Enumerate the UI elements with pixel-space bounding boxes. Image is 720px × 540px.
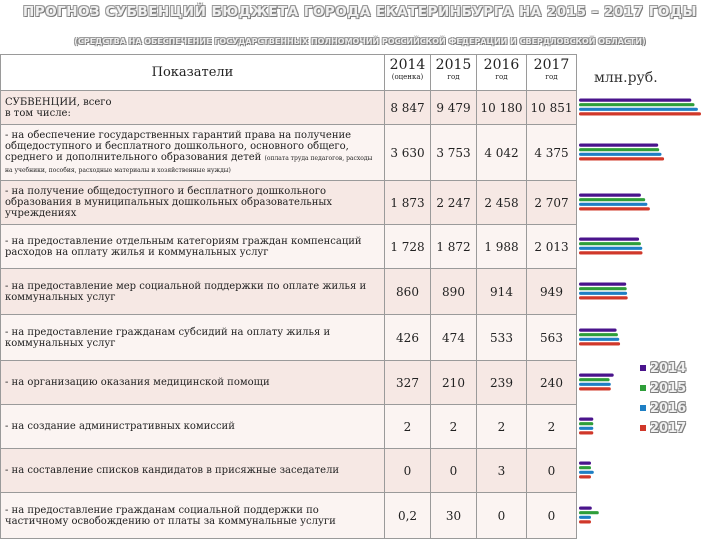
legend-marker <box>640 425 646 431</box>
value-cell: 860 <box>385 269 431 315</box>
value-cell: 1 872 <box>431 225 477 269</box>
value-cell: 0 <box>477 493 527 539</box>
table-row <box>1 493 577 539</box>
value-cell: 474 <box>431 315 477 361</box>
bar-2015-row-1 <box>579 148 659 151</box>
bar-2014-row-7 <box>579 418 593 421</box>
value-cell: 2 <box>385 405 431 449</box>
value-cell: 0 <box>385 449 431 493</box>
bar-2017-row-1 <box>579 157 664 160</box>
bar-chart <box>578 54 708 540</box>
value-cell: 240 <box>527 361 577 405</box>
bar-2017-row-7 <box>579 431 593 434</box>
legend-label: 2014 <box>650 360 687 376</box>
value-cell: 10 851 <box>527 91 577 125</box>
value-cell: 0 <box>527 493 577 539</box>
bar-2016-row-3 <box>579 247 642 250</box>
bar-2015-row-9 <box>579 511 599 514</box>
value-cell: 327 <box>385 361 431 405</box>
legend-item-2016 <box>640 398 686 418</box>
bar-2016-row-0 <box>579 108 698 111</box>
table-row <box>1 181 577 225</box>
value-cell: 426 <box>385 315 431 361</box>
value-cell: 9 479 <box>431 91 477 125</box>
bar-2016-row-2 <box>579 203 647 206</box>
row-note: (оплата труда педагогов, расходы на учебники, пособия, расходные материалы и хозяйственные нужды) <box>5 154 373 174</box>
bar-2015-row-4 <box>579 287 627 290</box>
year-label: 2014 <box>389 57 426 73</box>
value-cell: 2 <box>477 405 527 449</box>
bar-2014-row-2 <box>579 194 641 197</box>
value-cell: 4 375 <box>527 125 577 181</box>
bar-2016-row-4 <box>579 292 627 295</box>
value-cell: 2 <box>431 405 477 449</box>
bar-2014-row-8 <box>579 462 591 465</box>
bar-2014-row-3 <box>579 238 639 241</box>
header-year-2017 <box>527 55 577 91</box>
value-cell: 2 <box>527 405 577 449</box>
legend-item-2015 <box>640 378 686 398</box>
year-sublabel: год <box>495 73 508 81</box>
row-label: - на предоставление отдельным категориям граждан компенсаций расходов на оплату жилья и коммунальных услуг <box>1 225 385 269</box>
bar-2017-row-2 <box>579 207 650 210</box>
bar-2015-row-8 <box>579 466 591 469</box>
year-sublabel: (оценка) <box>391 73 424 81</box>
bar-2017-row-5 <box>579 342 620 345</box>
legend-label: 2015 <box>650 380 687 396</box>
value-cell: 563 <box>527 315 577 361</box>
bar-2017-row-9 <box>579 520 591 523</box>
bar-2016-row-9 <box>579 516 591 519</box>
value-cell: 3 <box>477 449 527 493</box>
page-subtitle: (СРЕДСТВА НА ОБЕСПЕЧЕНИЕ ГОСУДАРСТВЕННЫХ ПОЛНОМОЧИЙ РОССИЙСКОЙ ФЕДЕРАЦИИ И СВЕРДЛОВСКОЙ ОБЛАСТИ) <box>74 37 646 46</box>
bar-2015-row-3 <box>579 242 641 245</box>
bar-2014-row-6 <box>579 374 614 377</box>
value-cell: 1 988 <box>477 225 527 269</box>
row-label-subtext: в том числе: <box>5 107 71 119</box>
legend <box>640 358 686 438</box>
legend-marker <box>640 385 646 391</box>
value-cell: 3 753 <box>431 125 477 181</box>
table-row <box>1 405 577 449</box>
value-cell: 949 <box>527 269 577 315</box>
value-cell: 914 <box>477 269 527 315</box>
bar-2016-row-5 <box>579 338 619 341</box>
value-cell: 4 042 <box>477 125 527 181</box>
bar-2015-row-6 <box>579 378 610 381</box>
units-label: млн.руб. <box>594 70 658 86</box>
year-label: 2017 <box>533 57 570 73</box>
table-header-row <box>1 55 577 91</box>
value-cell: 10 180 <box>477 91 527 125</box>
value-cell: 1 728 <box>385 225 431 269</box>
value-cell: 890 <box>431 269 477 315</box>
value-cell: 2 458 <box>477 181 527 225</box>
value-cell: 8 847 <box>385 91 431 125</box>
row-label <box>1 125 385 181</box>
header-year-2016 <box>477 55 527 91</box>
value-cell: 2 247 <box>431 181 477 225</box>
row-label: - на получение общедоступного и бесплатного дошкольного образования в муниципальных дошкольных образовательных учреждениях <box>1 181 385 225</box>
subventions-table <box>0 54 577 539</box>
legend-item-2014 <box>640 358 686 378</box>
bar-2015-row-5 <box>579 333 618 336</box>
value-cell: 0 <box>431 449 477 493</box>
value-cell: 533 <box>477 315 527 361</box>
header-year-2014 <box>385 55 431 91</box>
legend-label: 2017 <box>650 420 687 436</box>
page-title: ПРОГНОЗ СУБВЕНЦИЙ БЮДЖЕТА ГОРОДА ЕКАТЕРИНБУРГА НА 2015 – 2017 ГОДЫ <box>23 4 697 20</box>
value-cell: 30 <box>431 493 477 539</box>
value-cell: 210 <box>431 361 477 405</box>
bar-2014-row-1 <box>579 144 658 147</box>
value-cell: 0,2 <box>385 493 431 539</box>
bar-2017-row-6 <box>579 387 611 390</box>
table-row <box>1 269 577 315</box>
table-row <box>1 91 577 125</box>
bar-2014-row-0 <box>579 99 691 102</box>
legend-marker <box>640 405 646 411</box>
header-year-2015 <box>431 55 477 91</box>
value-cell: 2 013 <box>527 225 577 269</box>
bar-2014-row-4 <box>579 283 626 286</box>
value-cell: 1 873 <box>385 181 431 225</box>
bar-2014-row-9 <box>579 507 592 510</box>
table-row <box>1 361 577 405</box>
year-label: 2015 <box>435 57 472 73</box>
bar-2015-row-7 <box>579 422 593 425</box>
bar-2014-row-5 <box>579 329 617 332</box>
year-sublabel: год <box>545 73 558 81</box>
table-row <box>1 225 577 269</box>
row-label: - на предоставление гражданам социальной поддержки по частичному освобождению от платы за коммунальные услуги <box>1 493 385 539</box>
legend-item-2017 <box>640 418 686 438</box>
value-cell: 2 707 <box>527 181 577 225</box>
bar-2015-row-0 <box>579 103 695 106</box>
bar-2016-row-1 <box>579 153 662 156</box>
table-row <box>1 315 577 361</box>
value-cell: 3 630 <box>385 125 431 181</box>
row-label: - на предоставление гражданам субсидий на оплату жилья и коммунальных услуг <box>1 315 385 361</box>
row-label-text: СУБВЕНЦИИ, всего <box>5 96 112 108</box>
bar-2015-row-2 <box>579 198 645 201</box>
table-row <box>1 449 577 493</box>
legend-label: 2016 <box>650 400 687 416</box>
header-indicators: Показатели <box>1 55 385 91</box>
bar-2017-row-3 <box>579 251 643 254</box>
row-label: - на предоставление мер социальной поддержки по оплате жилья и коммунальных услуг <box>1 269 385 315</box>
bar-2016-row-8 <box>579 471 594 474</box>
legend-marker <box>640 365 646 371</box>
bar-2017-row-4 <box>579 296 628 299</box>
table-row <box>1 125 577 181</box>
row-label <box>1 91 385 125</box>
row-label: - на составление списков кандидатов в присяжные заседатели <box>1 449 385 493</box>
bar-2017-row-8 <box>579 475 591 478</box>
year-label: 2016 <box>483 57 520 73</box>
value-cell: 0 <box>527 449 577 493</box>
row-label: - на создание административных комиссий <box>1 405 385 449</box>
value-cell: 239 <box>477 361 527 405</box>
bar-2016-row-7 <box>579 427 593 430</box>
bar-2016-row-6 <box>579 383 611 386</box>
bar-2017-row-0 <box>579 112 701 115</box>
row-label: - на организацию оказания медицинской помощи <box>1 361 385 405</box>
row-label-text: - на обеспечение государственных гарантий права на получение общедоступного и бесплатного дошкольного, основного общего, среднего и дополнительного образования детей <box>5 129 352 163</box>
year-sublabel: год <box>447 73 460 81</box>
